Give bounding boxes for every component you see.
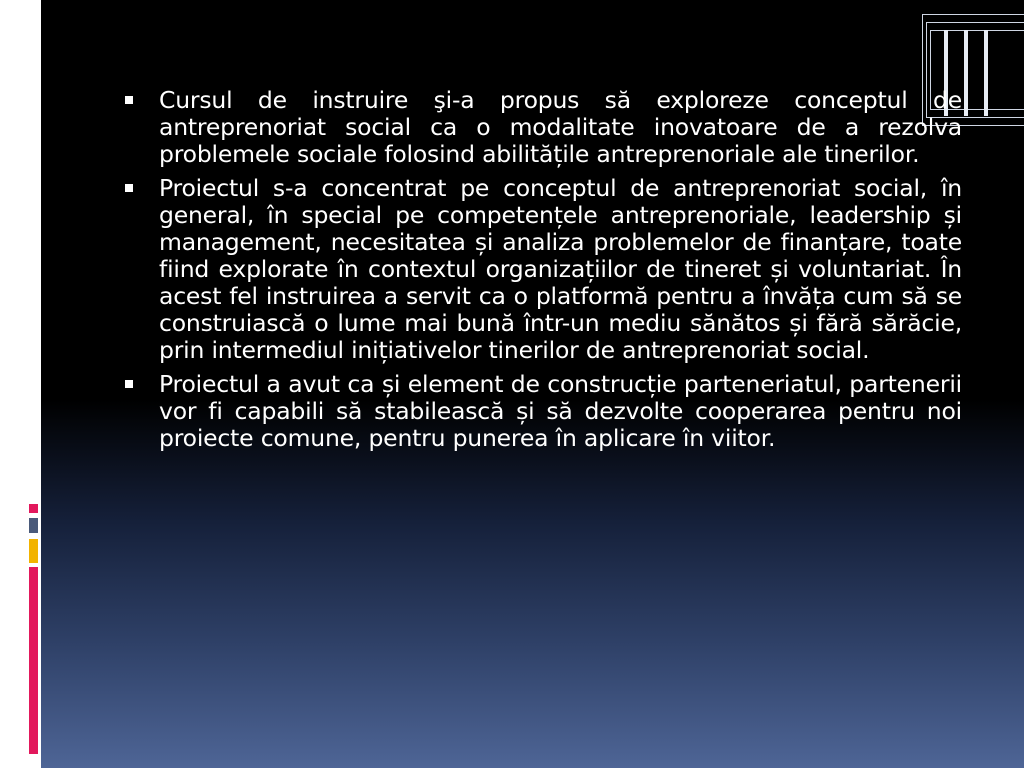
- accent-bar-red-small: [29, 504, 38, 513]
- bullet-text: Cursul de instruire şi-a propus să exploreze conceptul de antreprenoriat social ca o modalitate inovatoare de a rezolva problemele sociale folosind abilitățile antreprenoriale ale tinerilor.: [159, 86, 962, 168]
- accent-bar-gray: [29, 518, 38, 533]
- square-bullet-icon: [125, 96, 133, 104]
- bullet-text: Proiectul a avut ca și element de construcție parteneriatul, partenerii vor fi capabili să stabilească și să dezvolte cooperarea pentru noi proiecte comune, pentru punerea în aplicare în viitor.: [159, 370, 962, 452]
- square-bullet-icon: [125, 380, 133, 388]
- accent-bar-yellow: [29, 539, 38, 563]
- square-bullet-icon: [125, 184, 133, 192]
- accent-bar-red: [29, 567, 38, 754]
- list-item: [120, 87, 962, 168]
- bullet-text: Proiectul s-a concentrat pe conceptul de antreprenoriat social, în general, în special pe competențele antreprenoriale, leadership și management, necesitatea și analiza problemelor de finanțare, toate fiind explorate în contextul organizațiilor de tineret și voluntariat. În acest fel instruirea a servit ca o platformă pentru a învăța cum să se construiască o lume mai bună într-un mediu sănătos și fără sărăcie, prin intermediul inițiativelor tinerilor de antreprenoriat social.: [159, 174, 962, 364]
- list-item: [120, 175, 962, 364]
- list-item: [120, 371, 962, 452]
- bullet-list: [120, 87, 962, 459]
